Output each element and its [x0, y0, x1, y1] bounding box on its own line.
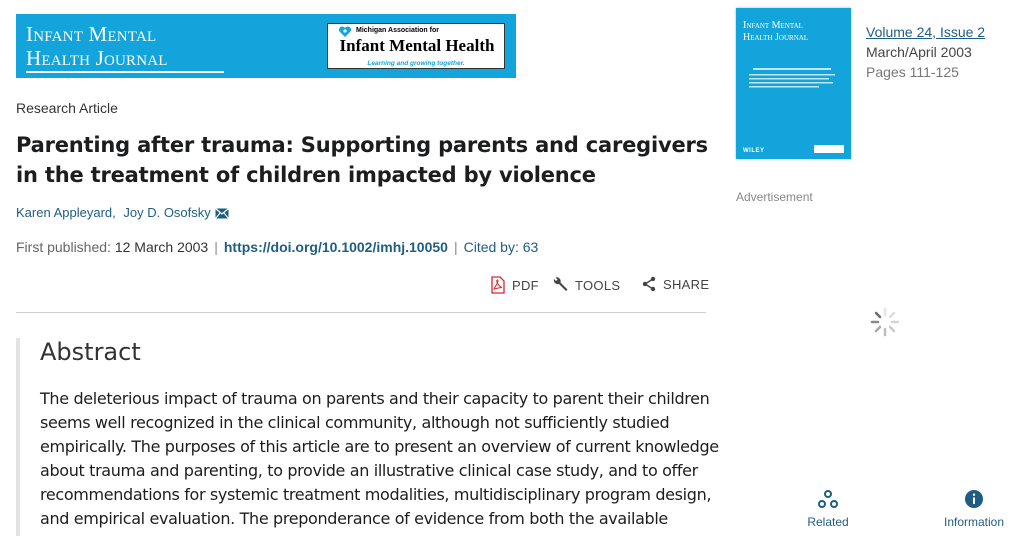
association-logo: [327, 23, 505, 69]
advertisement-label: Advertisement: [736, 190, 813, 204]
pdf-icon: [490, 276, 506, 294]
first-published-label: First published:: [16, 239, 111, 255]
abstract-heading: Abstract: [40, 338, 141, 366]
share-icon: [641, 276, 657, 292]
related-label: Related: [807, 515, 849, 529]
first-published-date: 12 March 2003: [114, 239, 209, 255]
author-link[interactable]: Joy D. Osofsky: [123, 205, 211, 220]
cover-publisher: WILEY: [743, 148, 765, 154]
envelope-icon[interactable]: [215, 208, 229, 219]
journal-name: Infant Mental Health Journal: [26, 22, 168, 70]
association-subtitle: Michigan Association for: [356, 27, 439, 34]
loading-spinner-icon: [869, 306, 901, 338]
issue-date: March/April 2003: [866, 44, 972, 60]
association-name: Infant Mental Health: [339, 36, 495, 55]
share-button[interactable]: [641, 276, 709, 292]
share-label: SHARE: [663, 276, 710, 292]
related-button[interactable]: [800, 489, 856, 529]
issue-info: [866, 24, 985, 84]
page-range: Pages 111-125: [866, 64, 959, 80]
author-list: [16, 205, 229, 220]
tools-button[interactable]: [551, 276, 620, 294]
cited-by-link[interactable]: Cited by: 63: [463, 239, 539, 255]
publication-info: First published: 12 March 2003 | https://doi.org/10.1002/imhj.10050 | Cited by: 63: [16, 239, 539, 255]
abstract-text: The deleterious impact of trauma on parents and their capacity to parent their children seems well recognized in the clinical community, although not sufficiently studied empirically. The purposes of this article are to present an overview of current knowledge about trauma and parenting, to provide an illustrative clinical case study, and to offer recommendations for systemic treatment modalities, multidisciplinary program design, and empirical evaluation. The preponderance of evidence from both the available: [40, 389, 719, 528]
tools-label: TOOLS: [575, 277, 621, 293]
abstract-accent-bar: [16, 338, 20, 536]
pdf-button[interactable]: [490, 276, 539, 294]
association-tagline: Learning and growing together.: [367, 60, 465, 67]
information-button[interactable]: [936, 489, 1012, 529]
author-link[interactable]: Karen Appleyard,: [16, 205, 116, 220]
section-divider: [16, 312, 706, 313]
journal-cover-image[interactable]: [736, 8, 851, 159]
information-label: Information: [943, 515, 1005, 529]
info-icon: [964, 489, 984, 509]
banner-underline: [26, 71, 224, 73]
cover-badge: [814, 145, 844, 153]
journal-banner[interactable]: [16, 14, 516, 78]
article-title: Parenting after trauma: Supporting parents and caregivers in the treatment of children impacted by violence: [16, 133, 708, 187]
pdf-label: PDF: [512, 277, 539, 293]
volume-issue-link[interactable]: Volume 24, Issue 2: [866, 24, 986, 40]
cover-text-lines: [743, 68, 843, 98]
related-icon: [817, 489, 839, 509]
doi-link[interactable]: https://doi.org/10.1002/imhj.10050: [223, 239, 448, 255]
wrench-icon: [551, 276, 569, 294]
cover-title: Infant Mental Health Journal: [743, 20, 809, 43]
article-type: Research Article: [16, 100, 118, 116]
